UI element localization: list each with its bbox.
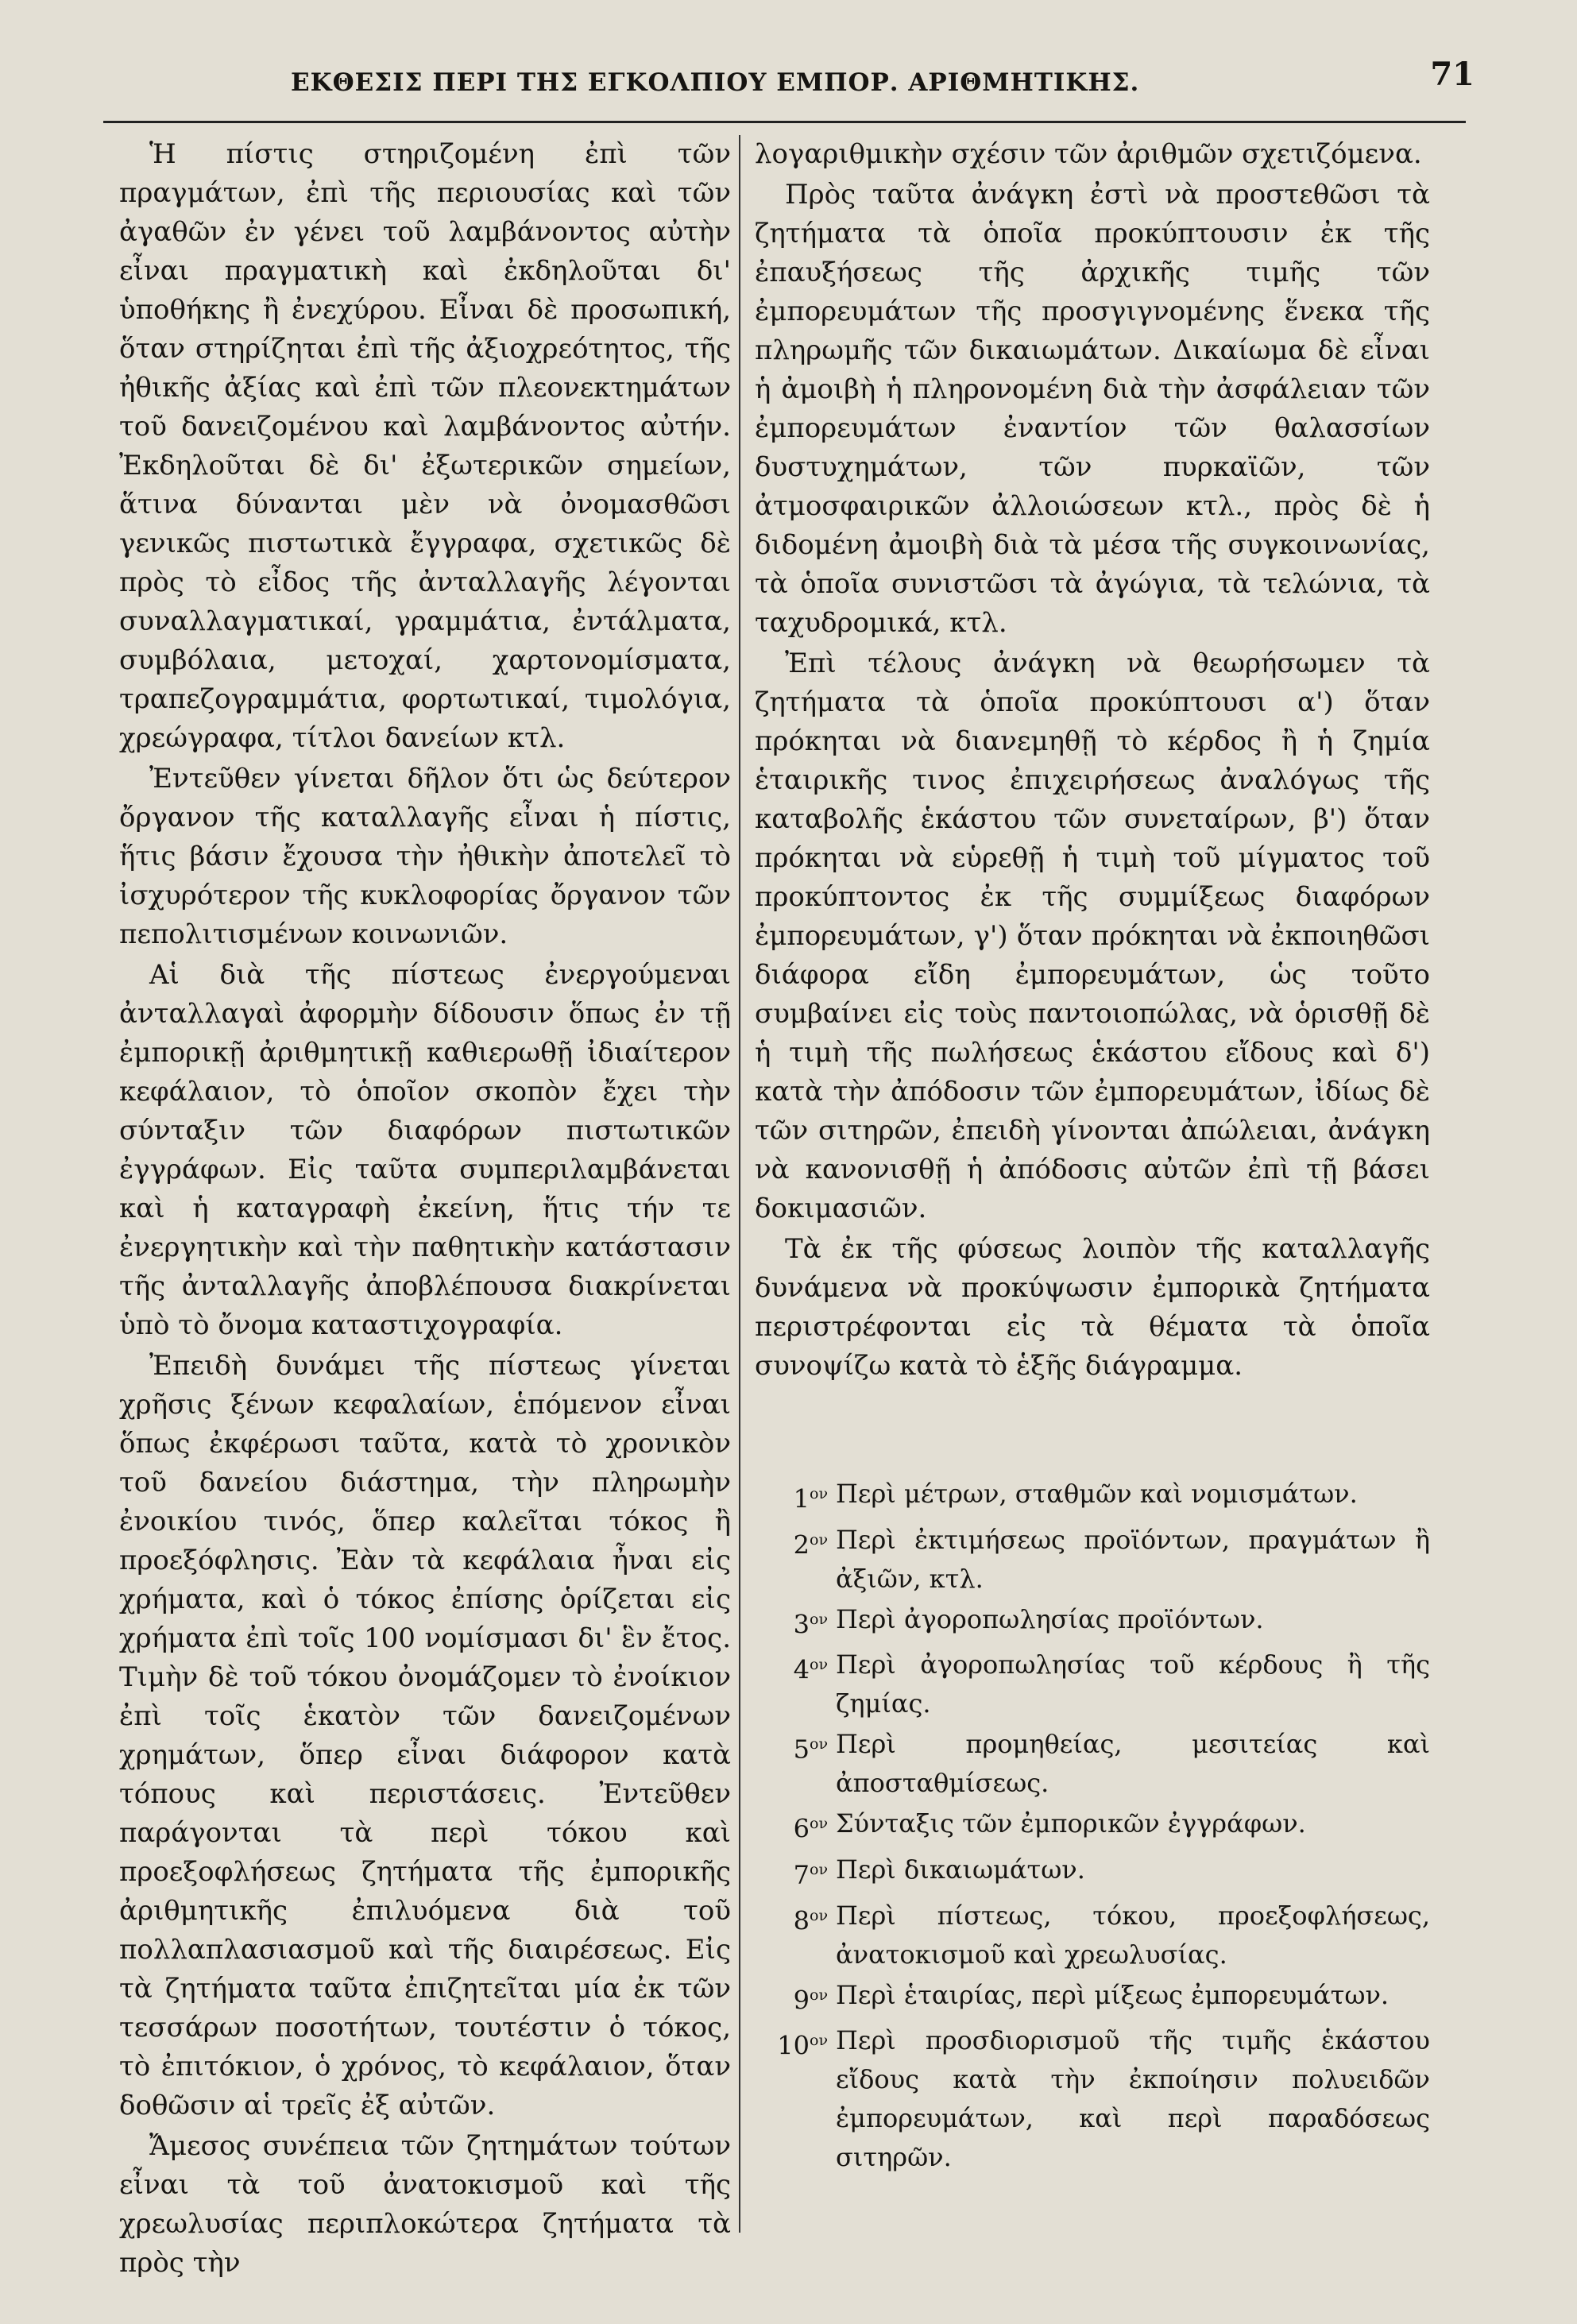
paragraph: Πρὸς ταῦτα ἀνάγκη ἐστὶ νὰ προστεθῶσι τὰ ζητήματα τὰ ὁποῖα προκύπτουσιν ἐκ τῆς ἐπαυξήσεως τῆς ἀρχικῆς τιμῆς τῶν ἐμπορευμάτων τῆς προσγιγνομένης ἕνεκα τῆς πληρωμῆς τῶν δικαιωμάτων. Δικαίωμα δὲ εἶναι ἡ ἀμοιβὴ ἡ πληρονομένη διὰ τὴν ἀσφάλειαν τῶν ἐμπορευμάτων ἐναντίον τῶν θαλασσίων δυστυχημάτων, τῶν πυρκαϊῶν, τῶν ἀτμοσφαιρικῶν ἀλλοιώσεων κτλ., πρὸς δὲ ἡ διδομένη ἀμοιβὴ διὰ τὰ μέσα τῆς συγκοινωνίας, τὰ ὁποῖα συνιστῶσι τὰ ἀγώγια, τὰ τελώνια, τὰ ταχυδρομικά, κτλ. <box>755 179 1430 639</box>
list-text: Περὶ προσδιορισμοῦ τῆς τιμῆς ἑκάστου εἴδους κατὰ τὴν ἐκποίησιν πολυειδῶν ἐμπορευμάτων, καὶ περὶ παραδόσεως σιτηρῶν. <box>836 2025 1430 2173</box>
page-header <box>187 52 1475 108</box>
list-number: $5^{o\nu}$ <box>793 1734 828 1765</box>
list-text: Περὶ ἀγοροπωλησίας τοῦ κέρδους ἢ τῆς ζημίας. <box>836 1649 1430 1719</box>
list-item <box>755 1645 1430 1723</box>
list-item <box>755 1725 1430 1803</box>
list-text: Περὶ πίστεως, τόκου, προεξοφλήσεως, ἀνατοκισμοῦ καὶ χρεωλυσίας. <box>836 1900 1430 1970</box>
list-text: Περὶ ἑταιρίας, περὶ μίξεως ἐμπορευμάτων. <box>836 1979 1390 2010</box>
left-column <box>119 135 731 2283</box>
right-column <box>755 135 1430 2179</box>
list-number: $1^{o\nu}$ <box>793 1483 828 1514</box>
list-number: $8^{o\nu}$ <box>793 1905 828 1936</box>
paragraph: Ἐπὶ τέλους ἀνάγκη νὰ θεωρήσωμεν τὰ ζητήματα τὰ ὁποῖα προκύπτουσι α') ὅταν πρόκηται νὰ διανεμηθῇ τὸ κέρδος ἢ ἡ ζημία ἑταιρικῆς τινος ἐπιχειρήσεως ἀναλόγως τῆς καταβολῆς ἑκάστου τῶν συνεταίρων, β') ὅταν πρόκηται νὰ εὑρεθῇ ἡ τιμὴ τοῦ μίγματος τοῦ προκύπτοντος ἐκ τῆς συμμίξεως διαφόρων ἐμπορευμάτων, γ') ὅταν πρόκηται νὰ ἐκποιηθῶσι διάφορα εἴδη ἐμπορευμάτων, ὡς τοῦτο συμβαίνει εἰς τοὺς παντοιοπώλας, νὰ ὁρισθῇ δὲ ἡ τιμὴ τῆς πωλήσεως ἑκάστου εἴδους καὶ δ') κατὰ τὴν ἀπόδοσιν τῶν ἐμπορευμάτων, ἰδίως δὲ τῶν σιτηρῶν, ἐπειδὴ γίνονται ἀπώλειαι, ἀνάγκη νὰ κανονισθῇ ἡ ἀπόδοσις αὐτῶν ἐπὶ τῇ βάσει δοκιμασιῶν. <box>755 648 1430 1224</box>
list-item <box>755 1521 1430 1599</box>
paragraph: Αἱ διὰ τῆς πίστεως ἐνεργούμεναι ἀνταλλαγαὶ ἀφορμὴν δίδουσιν ὅπως ἐν τῇ ἐμπορικῇ ἀριθμητικῇ καθιερωθῇ ἰδιαίτερον κεφάλαιον, τὸ ὁποῖον σκοπὸν ἔχει τὴν σύνταξιν τῶν διαφόρων πιστωτικῶν ἐγγράφων. Εἰς ταῦτα συμπεριλαμβάνεται καὶ ἡ καταγραφὴ ἐκείνη, ἥτις τήν τε ἐνεργητικὴν καὶ τὴν παθητικὴν κατάστασιν τῆς ἀνταλλαγῆς ἀποβλέπουσα διακρίνεται ὑπὸ τὸ ὄνομα καταστιχογραφία. <box>119 959 731 1341</box>
list-number: $6^{o\nu}$ <box>793 1813 828 1844</box>
list-number: $3^{o\nu}$ <box>793 1609 828 1640</box>
running-head: ΕΚΘΕΣΙΣ ΠΕΡΙ ΤΗΣ ΕΓΚΟΛΠΙΟΥ ΕΜΠΟΡ. ΑΡΙΘΜΗΤΙΚΗΣ. <box>291 68 1140 97</box>
list-item <box>755 1976 1430 2020</box>
list-item <box>755 1600 1430 1645</box>
list-item <box>755 1897 1430 1974</box>
list-text: Περὶ προμηθείας, μεσιτείας καὶ ἀποσταθμίσεως. <box>836 1729 1430 1799</box>
topics-list <box>755 1475 1430 2177</box>
list-text: Σύνταξις τῶν ἐμπορικῶν ἐγγράφων. <box>836 1808 1306 1839</box>
list-item <box>755 2021 1430 2177</box>
header-rule <box>103 121 1466 123</box>
list-text: Περὶ ἀγοροπωλησίας προϊόντων. <box>836 1603 1264 1634</box>
list-item <box>755 1850 1430 1895</box>
list-number: $2^{o\nu}$ <box>793 1529 828 1560</box>
page-number: 71 <box>1430 56 1475 93</box>
paragraph: Ἡ πίστις στηριζομένη ἐπὶ τῶν πραγμάτων, ἐπὶ τῆς περιουσίας καὶ τῶν ἀγαθῶν ἐν γένει τοῦ λαμβάνοντος αὐτὴν εἶναι πραγματικὴ καὶ ἐκδηλοῦται δι' ὑποθήκης ἢ ἐνεχύρου. Εἶναι δὲ προσωπική, ὅταν στηρίζηται ἐπὶ τῆς ἀξιοχρεότητος, τῆς ἠθικῆς ἀξίας καὶ ἐπὶ τῶν πλεονεκτημάτων τοῦ δανειζομένου καὶ λαμβάνοντος αὐτήν. Ἐκδηλοῦται δὲ δι' ἐξωτερικῶν σημείων, ἅτινα δύνανται μὲν νὰ ὀνομασθῶσι γενικῶς πιστωτικὰ ἔγγραφα, σχετικῶς δὲ πρὸς τὸ εἶδος τῆς ἀνταλλαγῆς λέγονται συναλλαγματικαί, γραμμάτια, ἐντάλματα, συμβόλαια, μετοχαί, χαρτονομίσματα, τραπεζογραμμάτια, φορτωτικαί, τιμολόγια, χρεώγραφα, τίτλοι δανείων κτλ. <box>119 138 731 754</box>
paragraph: λογαριθμικὴν σχέσιν τῶν ἀριθμῶν σχετιζόμενα. <box>755 138 1422 170</box>
paragraph: Τὰ ἐκ τῆς φύσεως λοιπὸν τῆς καταλλαγῆς δυνάμενα νὰ προκύψωσιν ἐμπορικὰ ζητήματα περιστρέφονται εἰς τὰ θέματα τὰ ὁποῖα συνοψίζω κατὰ τὸ ἑξῆς διάγραμμα. <box>755 1233 1430 1382</box>
paragraph: Ἐντεῦθεν γίνεται δῆλον ὅτι ὡς δεύτερον ὄργανον τῆς καταλλαγῆς εἶναι ἡ πίστις, ἥτις βάσιν ἔχουσα τὴν ἠθικὴν ἀποτελεῖ τὸ ἰσχυρότερον τῆς κυκλοφορίας ὄργανον τῶν πεπολιτισμένων κοινωνιῶν. <box>119 763 731 950</box>
list-number: $10^{o\nu}$ <box>777 2030 828 2061</box>
list-item <box>755 1804 1430 1849</box>
list-text: Περὶ μέτρων, σταθμῶν καὶ νομισμάτων. <box>836 1479 1358 1509</box>
paragraph: Ἄμεσος συνέπεια τῶν ζητημάτων τούτων εἶναι τὰ τοῦ ἀνατοκισμοῦ καὶ τῆς χρεωλυσίας περιπλοκώτερα ζητήματα τὰ πρὸς τὴν <box>119 2130 731 2279</box>
list-number: $7^{o\nu}$ <box>793 1859 828 1890</box>
list-text: Περὶ ἐκτιμήσεως προϊόντων, πραγμάτων ἢ ἀξιῶν, κτλ. <box>836 1524 1430 1594</box>
list-item <box>755 1475 1430 1519</box>
column-divider <box>739 135 740 2233</box>
list-text: Περὶ δικαιωμάτων. <box>836 1854 1085 1885</box>
paragraph: Ἐπειδὴ δυνάμει τῆς πίστεως γίνεται χρῆσις ξένων κεφαλαίων, ἑπόμενον εἶναι ὅπως ἐκφέρωσι ταῦτα, κατὰ τὸ χρονικὸν τοῦ δανείου διάστημα, τὴν πληρωμὴν ἐνοικίου τινός, ὅπερ καλεῖται τόκος ἢ προεξόφλησις. Ἐὰν τὰ κεφάλαια ἦναι εἰς χρήματα, καὶ ὁ τόκος ἐπίσης ὁρίζεται εἰς χρήματα ἐπὶ τοῖς 100 νομίσμασι δι' ἓν ἔτος. Τιμὴν δὲ τοῦ τόκου ὀνομάζομεν τὸ ἐνοίκιον ἐπὶ τοῖς ἑκατὸν τῶν δανειζομένων χρημάτων, ὅπερ εἶναι διάφορον κατὰ τόπους καὶ περιστάσεις. Ἐντεῦθεν παράγονται τὰ περὶ τόκου καὶ προεξοφλήσεως ζητήματα τῆς ἐμπορικῆς ἀριθμητικῆς ἐπιλυόμενα διὰ τοῦ πολλαπλασιασμοῦ καὶ τῆς διαιρέσεως. Εἰς τὰ ζητήματα ταῦτα ἐπιζητεῖται μία ἐκ τῶν τεσσάρων ποσοτήτων, τουτέστιν ὁ τόκος, τὸ ἐπιτόκιον, ὁ χρόνος, τὸ κεφάλαιον, ὅταν δοθῶσιν αἱ τρεῖς ἐξ αὐτῶν. <box>119 1350 731 2121</box>
list-number: $4^{o\nu}$ <box>793 1654 828 1685</box>
list-number: $9^{o\nu}$ <box>793 1985 828 2016</box>
